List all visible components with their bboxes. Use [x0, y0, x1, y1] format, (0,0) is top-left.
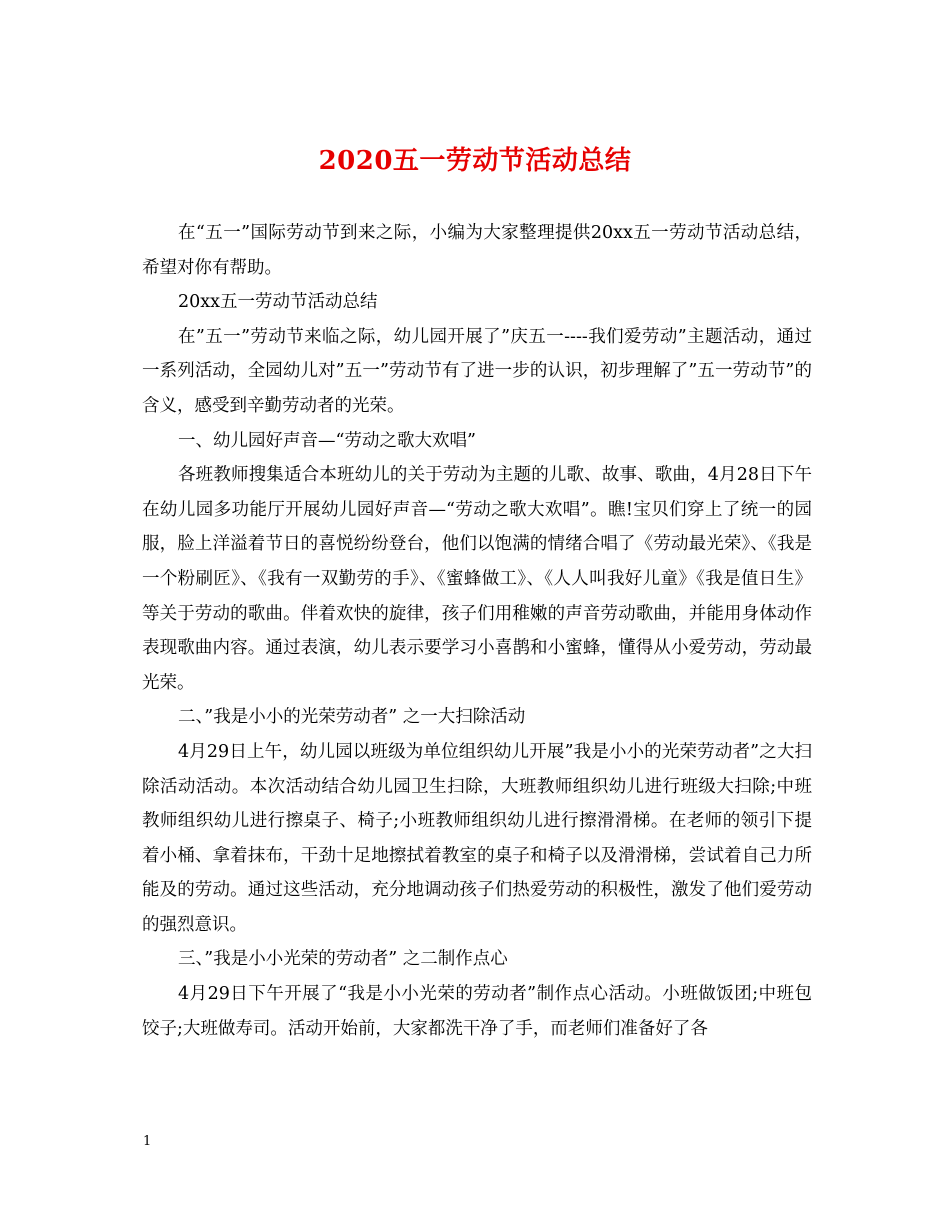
section-heading-1: 一、幼儿园好声音—“劳动之歌大欢唱” — [178, 430, 476, 451]
section-heading-2: 二、”我是小小的光荣劳动者” 之一大扫除活动 — [178, 707, 526, 728]
page-number: 1 — [143, 1134, 152, 1149]
intro-paragraph: 在“五一”国际劳动节到来之际，小编为大家整理提供20xx五一劳动节活动总结，希望对你有帮助。 — [142, 223, 812, 278]
section-paragraph-2: 4月29日上午，幼儿园以班级为单位组织幼儿开展”我是小小的光荣劳动者”之大扫除活动活动。本次活动结合幼儿园卫生扫除，大班教师组织幼儿进行班级大扫除;中班教师组织幼儿进行擦桌子、椅子;小班教师组织幼儿进行擦滑滑梯。在老师的领引下提着小桶、拿着抹布，干劲十足地擦拭着教室的桌子和椅子以及滑滑梯，尝试着自己力所能及的劳动。通过这些活动，充分地调动孩子们热爱劳动的积极性，激发了他们爱劳动的强烈意识。 — [142, 741, 812, 935]
document-body — [142, 216, 812, 1046]
overview-paragraph: 在”五一”劳动节来临之际，幼儿园开展了”庆五一----我们爱劳动”主题活动，通过一系列活动，全园幼儿对”五一”劳动节有了进一步的认识，初步理解了”五一劳动节”的含义，感受到辛勤劳动者的光荣。 — [142, 326, 812, 416]
section-paragraph-1: 各班教师搜集适合本班幼儿的关于劳动为主题的儿歌、故事、歌曲，4月28日下午在幼儿园多功能厅开展幼儿园好声音—“劳动之歌大欢唱”。瞧!宝贝们穿上了统一的园服，脸上洋溢着节日的喜悦纷纷登台，他们以饱满的情绪合唱了《劳动最光荣》、《我是一个粉刷匠》、《我有一双勤劳的手》、《蜜蜂做工》、《人人叫我好儿童》《我是值日生》等关于劳动的歌曲。伴着欢快的旋律，孩子们用稚嫩的声音劳动歌曲，并能用身体动作表现歌曲内容。通过表演，幼儿表示要学习小喜鹊和小蜜蜂，懂得从小爱劳动，劳动最光荣。 — [142, 465, 812, 693]
subtitle-paragraph: 20xx五一劳动节活动总结 — [178, 292, 378, 313]
section-heading-3: 三、”我是小小光荣的劳动者” 之二制作点心 — [178, 949, 508, 970]
section-paragraph-3: 4月29日下午开展了“我是小小光荣的劳动者”制作点心活动。小班做饭团;中班包饺子;大班做寿司。活动开始前，大家都洗干净了手，而老师们准备好了各 — [142, 984, 812, 1039]
document-title: 2020五一劳动节活动总结 — [318, 146, 632, 176]
